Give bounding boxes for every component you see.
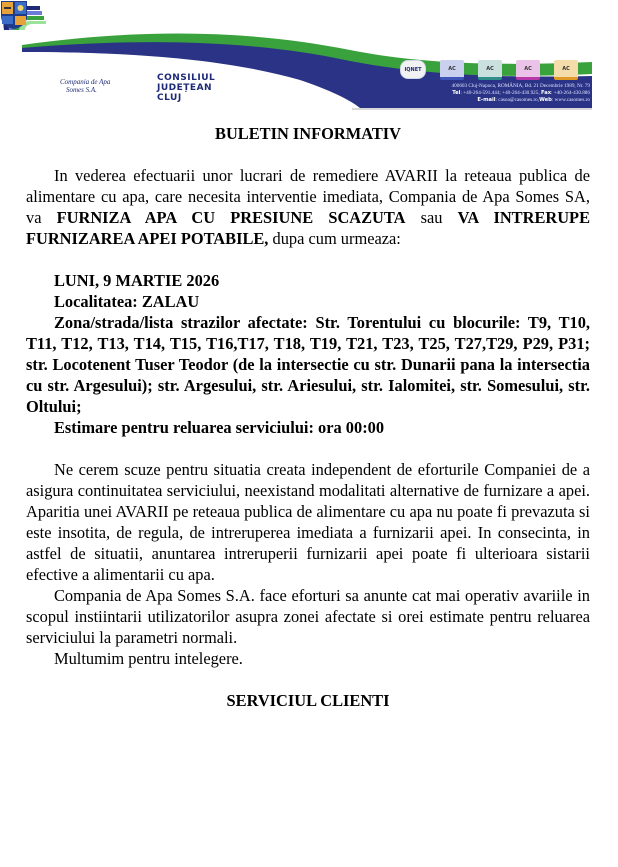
bulletin-body (26, 123, 590, 711)
ac-cert-badge-icon: AC (554, 60, 578, 80)
intro-text-3: dupa cum urmeaza: (268, 229, 401, 248)
council-coat-of-arms-icon (0, 0, 28, 30)
service-restore-estimate: Estimare pentru reluarea serviciului: ora 00:00 (54, 418, 385, 437)
council-logo-text (157, 73, 215, 103)
document-title: BULETIN INFORMATIV (215, 124, 401, 143)
tel-value: : +40-264-591.444; +40-264-430.925, (460, 90, 541, 97)
intro-text-1: In vederea efectuarii unor lucrari de remediere AVARII la reteaua publica de alimentare cu apa, care necesita interventie imediata, Compania de Apa Somes SA, va (26, 166, 590, 227)
contact-email-web (452, 97, 590, 104)
email-label: E-mail (477, 97, 496, 104)
contact-phone-fax (452, 90, 590, 97)
web-label: Web (539, 97, 552, 104)
outage-locality: Localitatea: ZALAU (54, 292, 200, 311)
fax-value: : +40-264-430.886 (551, 90, 590, 97)
intro-paragraph (26, 165, 590, 249)
outage-date: LUNI, 9 MARTIE 2026 (54, 271, 220, 290)
certification-badges (400, 60, 578, 80)
ac-cert-badge-icon: AC (516, 60, 540, 80)
company-logo-text (60, 78, 110, 94)
company-logo-line-1: Compania de Apa (60, 78, 111, 86)
council-logo-line-1: CONSILIUL (157, 73, 216, 83)
ac-cert-badge-icon: AC (440, 60, 464, 80)
effort-paragraph: Compania de Apa Somes S.A. face eforturi sa anunte cat mai operativ avariile in scopul instiintarii utilizatorilor asupra zonei afectate si orei estimate pentru reluarea serviciului la parametri normali. (26, 586, 590, 647)
web-link[interactable]: : www.casomes.ro (551, 97, 590, 104)
ac-cert-badge-icon: AC (478, 60, 502, 80)
apology-paragraph: Ne cerem scuze pentru situatia creata independent de eforturile Companiei de a asigura continuitatea serviciului, neexistand modalitati alternative de furnizare a apei. Aparitia unei AVARII pe reteaua publica de alimentare cu apa nu poate fi prevazuta si este insotita, de regula, de intreruperea imediata a furnizarii apei. In consecinta, in astfel de situatii, anuntarea intreruperii furnizarii apei poate fi ulterioara sistarii efective a alimentarii cu apa. (26, 460, 590, 584)
intro-text-2: sau (405, 208, 458, 227)
contact-address: 400603 Cluj-Napoca, ROMÂNIA, Bd. 21 Decembrie 1989, Nr. 79 (451, 83, 590, 89)
council-logo-line-3: CLUJ (157, 93, 182, 103)
fax-label: Fax (540, 90, 552, 97)
company-logo-line-2: Somes S.A. (66, 86, 97, 94)
council-logo-line-2: JUDEȚEAN (157, 83, 213, 93)
thanks-paragraph: Multumim pentru intelegere. (54, 649, 243, 668)
intro-bold-interruption: VA INTRERUPE FURNIZAREA APEI POTABILE, (26, 208, 591, 248)
contact-info (452, 83, 590, 105)
email-link[interactable]: : casoa@casomes.ro, (495, 97, 540, 104)
signature: SERVICIUL CLIENTI (226, 691, 390, 710)
intro-bold-low-pressure: FURNIZA APA CU PRESIUNE SCAZUTA (56, 208, 406, 227)
letterhead (0, 0, 618, 118)
iqnet-badge-icon: IQNET (400, 60, 426, 79)
tel-label: Tel (452, 90, 461, 97)
affected-streets: Zona/strada/lista strazilor afectate: Str. Torentului cu blocurile: T9, T10, T11, T12, T13, T14, T15, T16,T17, T18, T19, T21, T23, T25, T27,T29, P29, P31; str. Locotenent Tuser Teodor (de la intersectie cu str. Dunarii pana la intersectia cu str. Argesului); str. Argesului, str. Ariesului, str. Ialomitei, str. Somesului, str. Oltului; (26, 313, 590, 416)
